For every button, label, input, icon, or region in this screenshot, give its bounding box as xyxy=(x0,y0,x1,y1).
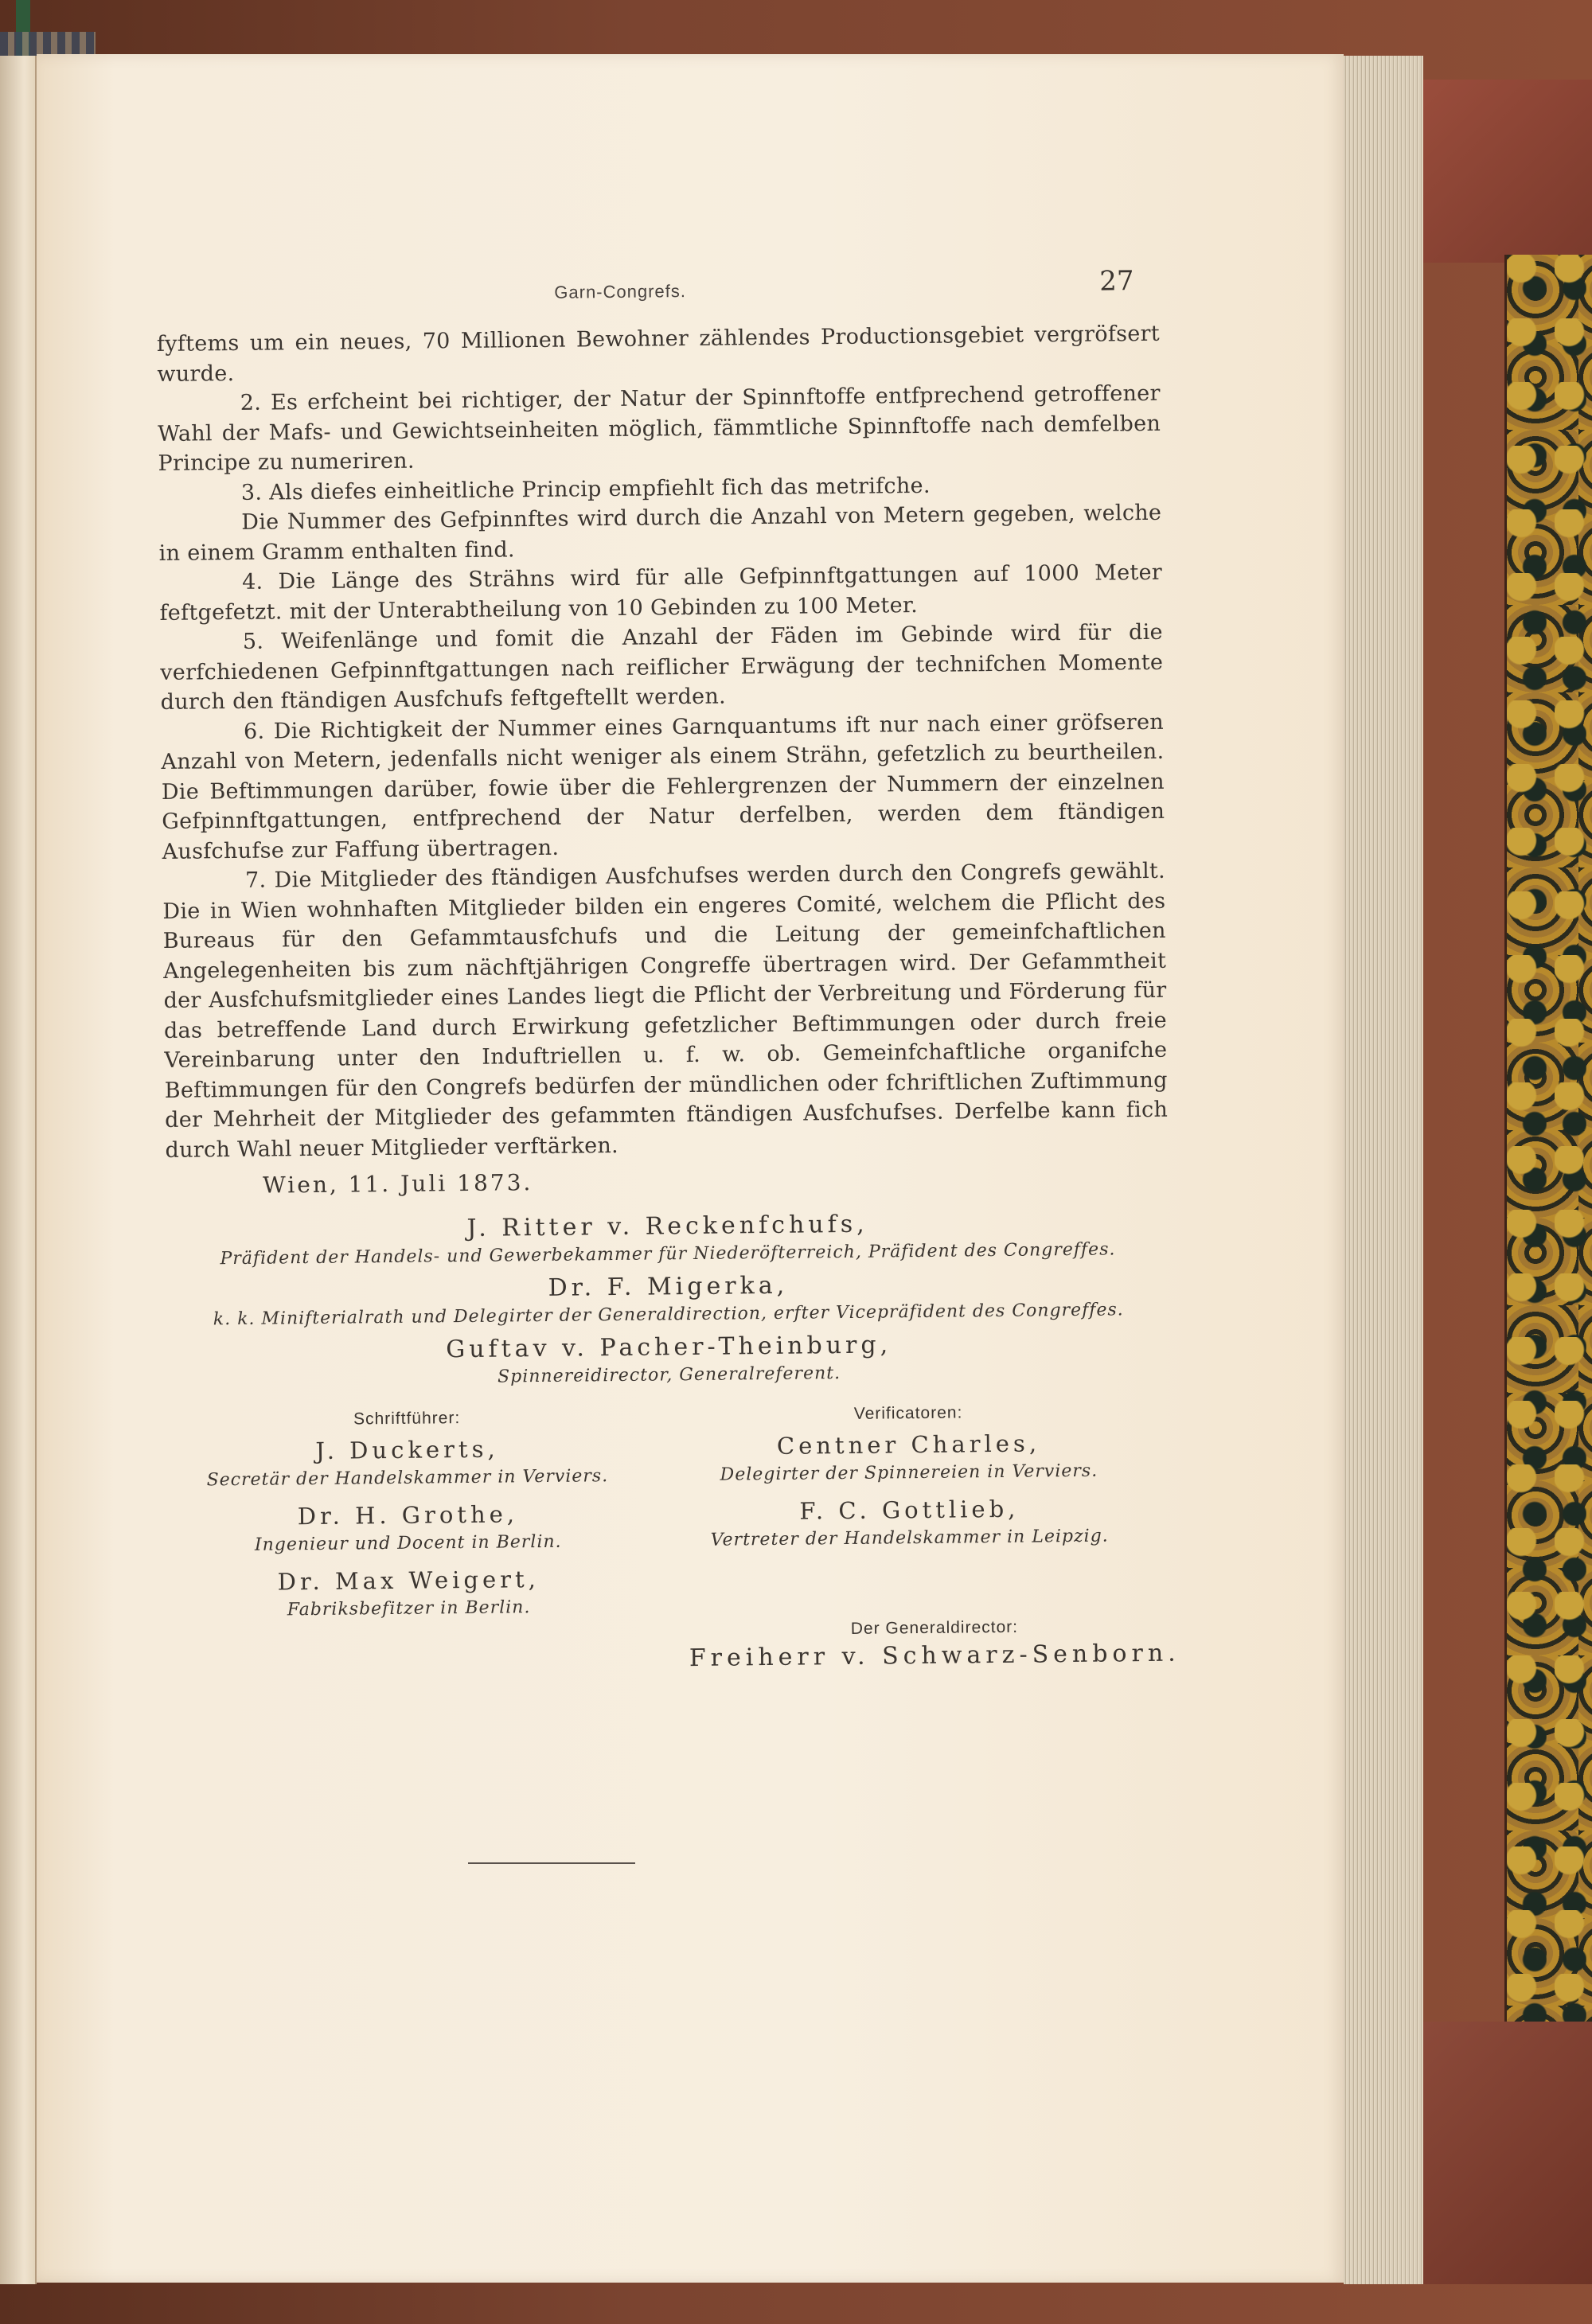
secretary-name: Dr. Max Weigert, xyxy=(277,1566,540,1596)
paragraph: 6. Die Richtigkeit der Nummer eines Garnquantums ift nur nach einer gröfseren Anzahl von Metern, jedenfalls nicht weniger als einem Strähn, gefetzlich zu beurtheilen. Die Beftimmungen darüber, fowie über die Fehlergrenzen der Nummern der einzelnen Gefpinnftgattungen, entfprechend der Natur derfelben, werden dem ftändigen Ausfchufse zur Faffung übertragen. xyxy=(161,709,1165,864)
leather-corner-top xyxy=(1423,80,1592,263)
left-page-edge xyxy=(0,56,37,2284)
signature-columns xyxy=(168,1399,1180,1680)
verifiers-column xyxy=(685,1399,1133,1562)
paragraph: 2. Es erfcheint bei richtiger, der Natur der Spinnftoffe entfprechend getroffener Wahl der Mafs- und Gewichtseinheiten möglich, fämmtliche Spinnftoffe nach demfelben Principe zu numeriren. xyxy=(157,380,1161,476)
signatory-name: J. Ritter v. Reckenfchufs, xyxy=(466,1210,868,1242)
place-date: Wien, 11. Juli 1873. xyxy=(262,1169,533,1199)
running-head xyxy=(156,260,1160,318)
director-name: Freiherr v. Schwarz-Senborn. xyxy=(689,1639,1180,1673)
secretary-title: Secretär der Handelskammer in Verviers. xyxy=(206,1466,609,1491)
paragraph: 7. Die Mitglieder des ftändigen Ausfchufses werden durch den Congrefs gewählt. Die in Wien wohnhaften Mitglieder bilden ein engeres Comité, welchem die Pflicht des Bureaus für den Gefammtausfchufs und die Leitung der gemeinfchaftlichen Angelegenheiten bis zum nächftjährigen Congreffe übertragen wird. Der Gefammtheit der Ausfchufsmitglieder eines Landes liegt die Pflicht der Verbreitung und Förderung für das betreffende Land durch Erwirkung gefetzlicher Beftimmungen oder durch freie Vereinbarung unter den Induftriellen u. f. w. ob. Gemeinfchaftliche organifche Beftimmungen für den Congrefs bedürfen der mündlichen oder fchriftlichen Zuftimmung der Mehrheit der Mitglieder des gefammten ftändigen Ausfchufses. Derfelbe kann fich durch Wahl neuer Mitglieder verftärken. xyxy=(162,858,1169,1163)
page-edges xyxy=(1344,56,1423,2284)
paragraph: fyftems um ein neues, 70 Millionen Bewohner zählendes Productionsgebiet vergröfsert wurde. xyxy=(156,321,1161,387)
closing-rule xyxy=(468,1862,635,1864)
secretary-title: Fabriksbefitzer in Berlin. xyxy=(287,1597,531,1620)
director-heading: Der Generaldirector: xyxy=(850,1617,1019,1638)
signatory-title: Spinnereidirector, Generalreferent. xyxy=(497,1363,841,1387)
secretary-name: J. Duckerts, xyxy=(315,1435,499,1464)
signatory-title: k. k. Minifterialrath und Delegirter der Generaldirection, erfter Vicepräfident des Congreffes. xyxy=(213,1300,1124,1330)
verifier-title: Delegirter der Spinnereien in Verviers. xyxy=(720,1460,1098,1485)
verifiers-heading: Verificatoren: xyxy=(853,1403,963,1423)
signatory-president xyxy=(166,1207,1169,1273)
paragraph: 5. Weifenlänge und fomit die Anzahl der Fäden im Gebinde wird für die verfchiedenen Gefpinnftgattungen nach reiflicher Erwägung der technifchen Momente durch den ftändigen Ausfchufs feftgeftellt werden. xyxy=(160,619,1164,715)
secretaries-column xyxy=(184,1405,632,1632)
paragraph: 3. Als diefes einheitliche Princip empfiehlt fich das metrifche. xyxy=(240,473,931,505)
signatory-referent xyxy=(167,1328,1171,1394)
signatory-vicepresident xyxy=(166,1267,1170,1333)
verifier-name: Centner Charles, xyxy=(776,1429,1041,1460)
secretary-title: Ingenieur und Docent in Berlin. xyxy=(254,1531,562,1555)
verifier-name: F. C. Gottlieb, xyxy=(799,1495,1020,1525)
secretary-name: Dr. H. Grothe, xyxy=(297,1500,519,1530)
running-title: Garn-Congrefs. xyxy=(554,281,687,302)
paragraph: Die Nummer des Gefpinnftes wird durch die Anzahl von Metern gegeben, welche in einem Gramm enthalten find. xyxy=(158,500,1162,566)
page-text-block xyxy=(156,260,1180,1680)
paragraph: 4. Die Länge des Strähns wird für alle Gefpinnftgattungen auf 1000 Meter feftgefetzt. mit der Unterabtheilung von 10 Gebinden zu 100 Meter. xyxy=(159,560,1163,626)
leather-corner-bottom xyxy=(1423,2022,1592,2284)
page-number: 27 xyxy=(1098,265,1134,298)
secretaries-heading: Schriftführer: xyxy=(353,1409,461,1429)
signatory-name: Dr. F. Migerka, xyxy=(548,1271,789,1302)
director-block xyxy=(688,1614,1182,1675)
verifier-title: Vertreter der Handelskammer in Leipzig. xyxy=(710,1526,1109,1550)
body-text xyxy=(157,319,1169,1165)
signatory-name: Guftav v. Pacher-Theinburg, xyxy=(446,1331,892,1364)
marbled-board xyxy=(1504,255,1592,2022)
signatory-title: Präfident der Handels- und Gewerbekammer für Niederöfterreich, Präfident des Congreffes. xyxy=(220,1239,1116,1269)
